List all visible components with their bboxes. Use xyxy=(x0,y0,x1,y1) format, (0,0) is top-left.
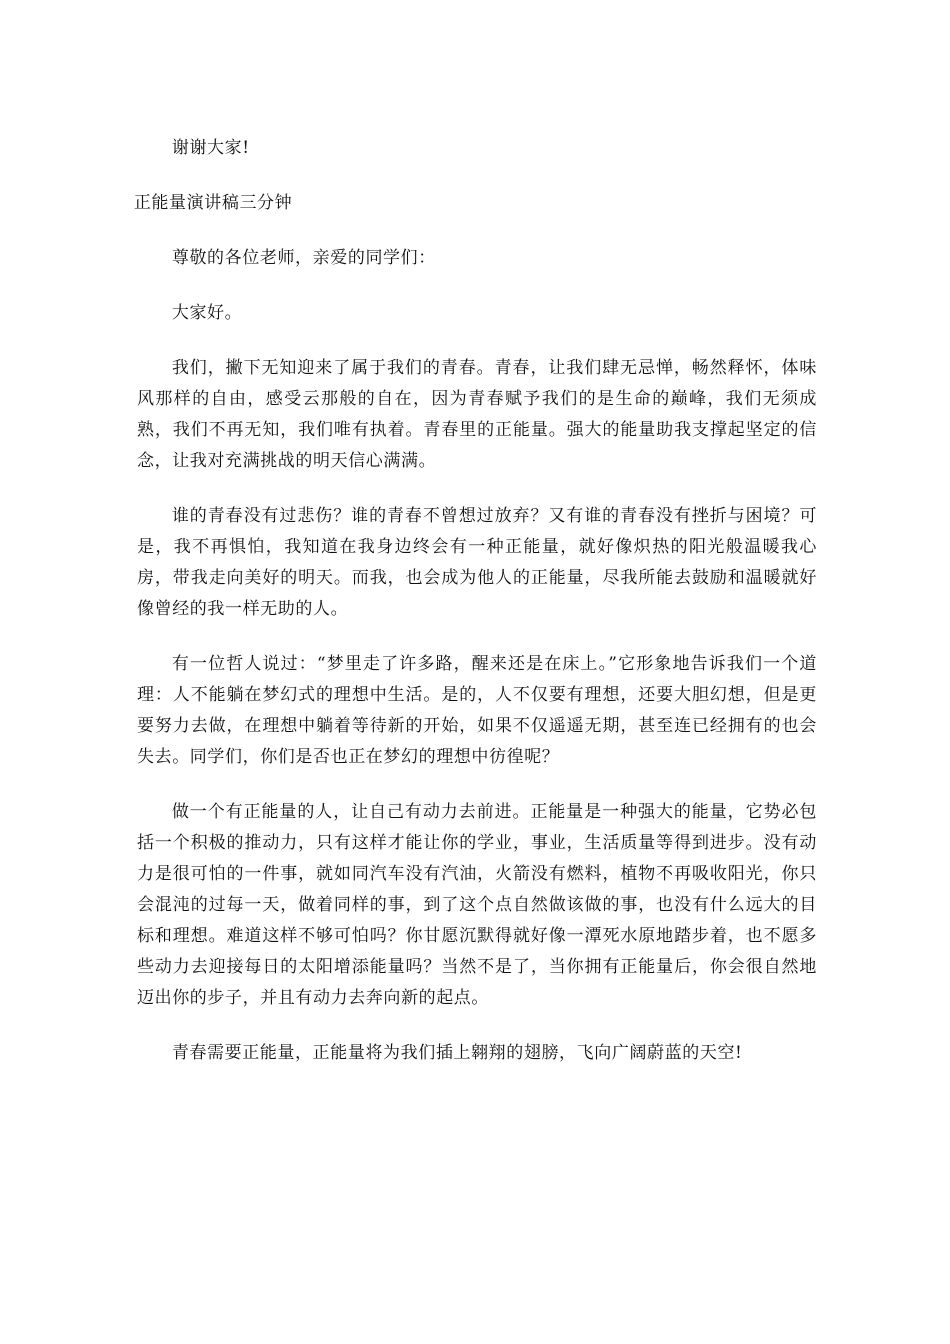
document-body xyxy=(133,133,817,1093)
closing-paragraph: 青春需要正能量，正能量将为我们插上翱翔的翅膀，飞向广阔蔚蓝的天空! xyxy=(171,1043,743,1063)
body-paragraph: 我们，撇下无知迎来了属于我们的青春。青春，让我们肆无忌惮，畅然释怀，体味风那样的自由，感受云那般的自在，因为青春赋予我们的是生命的巅峰，我们无须成熟，我们不再无知，我们唯有执着。青春里的正能量。强大的能量助我支撑起坚定的信念，让我对充满挑战的明天信心满满。 xyxy=(137,358,817,471)
closing-thanks: 谢谢大家! xyxy=(171,138,250,158)
body-paragraph: 谁的青春没有过悲伤？谁的青春不曾想过放弃？又有谁的青春没有挫折与困境？可是，我不再惧怕，我知道在我身边终会有一种正能量，就好像炽热的阳光般温暖我心房，带我走向美好的明天。而我，也会成为他人的正能量，尽我所能去鼓励和温暖就好像曾经的我一样无助的人。 xyxy=(137,506,817,619)
speech-title: 正能量演讲稿三分钟 xyxy=(133,193,293,213)
greeting: 大家好。 xyxy=(171,303,243,323)
body-paragraph: 有一位哲人说过：“梦里走了许多路，醒来还是在床上。”它形象地告诉我们一个道理：人不能躺在梦幻式的理想中生活。是的，人不仅要有理想，还要大胆幻想，但是更要努力去做，在理想中躺着等待新的开始，如果不仅遥遥无期，甚至连已经拥有的也会失去。同学们，你们是否也正在梦幻的理想中彷徨呢？ xyxy=(137,654,817,767)
salutation: 尊敬的各位老师，亲爱的同学们： xyxy=(171,248,436,268)
body-paragraph: 做一个有正能量的人，让自己有动力去前进。正能量是一种强大的能量，它势必包括一个积极的推动力，只有这样才能让你的学业，事业，生活质量等得到进步。没有动力是很可怕的一件事，就如同汽车没有汽油，火箭没有燃料，植物不再吸收阳光，你只会混沌的过每一天，做着同样的事，到了这个点自然做该做的事，也没有什么远大的目标和理想。难道这样不够可怕吗？你甘愿沉默得就好像一潭死水原地踏步着，也不愿多些动力去迎接每日的太阳增添能量吗？当然不是了，当你拥有正能量后，你会很自然地迈出你的步子，并且有动力去奔向新的起点。 xyxy=(137,802,817,1008)
